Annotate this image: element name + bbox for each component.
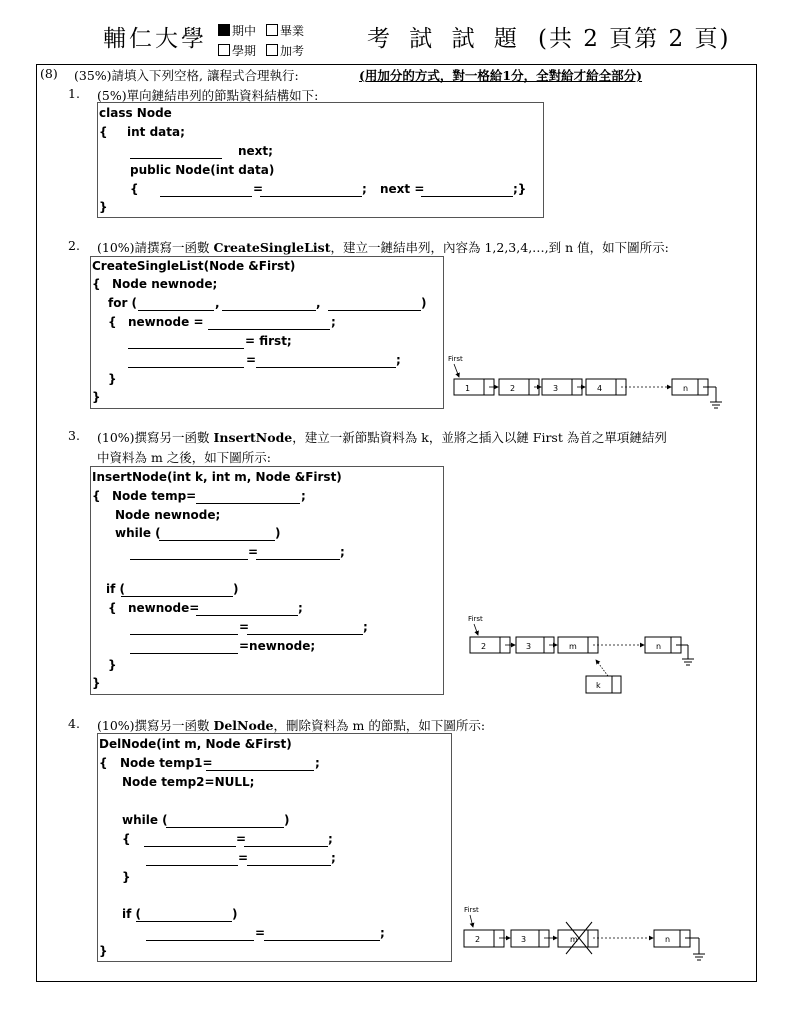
code-line: ; [340,545,345,559]
blank-field[interactable] [144,835,236,847]
code-line: class Node [99,106,172,120]
code-line: = first; [245,334,292,348]
option-midterm: 期中 [218,22,256,39]
checkbox-unchecked [266,44,278,56]
code-line: ) [275,526,281,540]
code-line: next = [380,182,425,196]
svg-text:n: n [665,935,671,944]
list-node [586,379,626,395]
code-line: newnode = [128,315,204,329]
svg-text:2: 2 [510,384,516,393]
code-line: { [122,832,131,846]
list-node [672,379,708,395]
question-intro: (35%)請填入下列空格, 讓程式合理執行: [74,68,299,83]
code-line: = [238,851,249,865]
blank-field[interactable] [130,642,238,654]
code-line: =newnode; [239,639,316,653]
code-line: Node temp= [112,489,197,503]
code-line: ) [421,296,427,310]
code-line: DelNode(int m, Node &First) [99,737,292,751]
svg-text:3: 3 [553,384,559,393]
code-line: ; [331,851,336,865]
code-line: CreateSingleList(Node &First) [92,259,296,273]
blank-field[interactable] [166,816,284,828]
linked-list-diagram-insert [462,612,707,696]
school-name: 輔仁大學 [103,26,207,52]
code-line: ; [380,926,385,940]
blank-field[interactable] [130,147,222,159]
code-line: Node temp1= [120,756,213,770]
blank-field[interactable] [244,835,328,847]
code-line: newnode= [128,601,200,615]
code-line: ) [284,813,290,827]
svg-text:3: 3 [526,642,532,651]
blank-field[interactable] [130,623,238,635]
list-node [511,930,549,947]
blank-field[interactable] [128,356,244,368]
code-line: next; [238,144,273,158]
code-line: , [316,296,321,310]
list-node [454,379,494,395]
code-line: if ( [122,907,141,921]
list-node [516,637,554,653]
part-number: 4. [68,716,80,731]
first-label: First [468,615,483,623]
null-ground-icon [676,645,694,665]
svg-text:2: 2 [481,642,487,651]
svg-text:m: m [570,935,578,944]
blank-field[interactable] [264,929,380,941]
code-line: ; [301,489,306,503]
option-graduate: 畢業 [266,22,304,39]
part-text-continued: 中資料為 m 之後，如下圖所示: [97,450,272,465]
blank-field[interactable] [247,623,363,635]
blank-field[interactable] [247,854,331,866]
blank-field[interactable] [260,185,362,197]
list-node [464,930,504,947]
code-line: if ( [106,582,125,596]
list-node [645,637,681,653]
code-line: { [108,601,117,615]
page-indicator: (共 2 頁第 2 頁) [538,26,731,52]
code-line: ;} [513,182,527,196]
new-node-k [586,676,621,693]
function-name: CreateSingleList [213,240,331,255]
code-line: ; [396,353,401,367]
list-node [542,379,582,395]
code-line: = [253,182,264,196]
checkbox-unchecked [218,44,230,56]
list-node [558,637,598,653]
part-text: (5%)單向鏈結串列的節點資料結構如下: [97,88,319,103]
code-line: { [99,125,108,139]
code-line: Node temp2=NULL; [122,775,255,789]
blank-field[interactable] [208,318,330,330]
question-rule: (用加分的方式，對一格給1分，全對給才給全部分) [359,68,643,83]
code-line: ; [362,182,367,196]
deleted-node [558,922,598,954]
code-line: } [108,658,117,672]
blank-field[interactable] [222,299,316,311]
first-label: First [448,355,463,363]
blank-field[interactable] [130,548,248,560]
code-line: , [215,296,220,310]
svg-text:m: m [569,642,577,651]
blank-field[interactable] [196,604,298,616]
null-ground-icon [703,387,722,408]
blank-field[interactable] [136,910,232,922]
code-line: = [236,832,247,846]
function-name: InsertNode [213,430,293,445]
linked-list-diagram-delete [456,902,716,966]
part-text: (10%)請撰寫一函數 CreateSingleList，建立一鏈結串列，內容為 1,2,3,4,…,到 n 值，如下圖所示: [97,240,669,255]
part-number: 3. [68,428,80,443]
blank-field[interactable] [206,759,314,771]
code-line: { [99,756,108,770]
blank-field[interactable] [196,492,300,504]
list-node [654,930,690,947]
blank-field[interactable] [128,337,244,349]
checkbox-checked [218,24,230,36]
part-text: (10%)撰寫另一函數 InsertNode，建立一新節點資料為 k，並將之插入以鏈 First 為首之單項鏈結列 [97,430,667,445]
null-ground-icon [685,938,705,960]
blank-field[interactable] [421,185,513,197]
checkbox-unchecked [266,24,278,36]
option-makeup: 加考 [266,42,304,59]
exam-title: 考 試 試 題 [367,26,523,52]
code-line: = [246,353,257,367]
code-line: { [130,182,139,196]
first-label: First [464,906,479,914]
code-line: { [108,315,117,329]
blank-field[interactable] [138,299,214,311]
svg-text:k: k [596,681,601,690]
code-line: ; [315,756,320,770]
code-line: } [122,870,131,884]
code-line: } [92,676,101,690]
list-node [499,379,539,395]
linked-list-diagram-create [445,352,735,414]
code-line: Node newnode; [112,277,218,291]
code-line: } [99,200,108,214]
blank-field[interactable] [256,548,340,560]
code-line: = [239,620,250,634]
code-line: while ( [122,813,168,827]
blank-field[interactable] [121,585,233,597]
code-line: { [92,277,101,291]
svg-text:n: n [683,384,689,393]
blank-field[interactable] [146,854,238,866]
part-number: 1. [68,86,80,101]
code-line: ) [233,582,239,596]
question-number: (8) [40,66,58,81]
part-text: (10%)撰寫另一函數 DelNode，刪除資料為 m 的節點，如下圖所示: [97,718,486,733]
blank-field[interactable] [256,356,396,368]
blank-field[interactable] [159,529,275,541]
code-line: } [108,372,117,386]
blank-field[interactable] [160,185,252,197]
blank-field[interactable] [328,299,421,311]
svg-text:3: 3 [521,935,527,944]
code-line: public Node(int data) [130,163,275,177]
code-line: } [99,944,108,958]
part-number: 2. [68,238,80,253]
code-line: ) [232,907,238,921]
svg-text:4: 4 [597,384,603,393]
code-line: } [92,390,101,404]
code-line: { [92,489,101,503]
code-line: ; [331,315,336,329]
code-line: = [248,545,259,559]
option-semester: 學期 [218,42,256,59]
code-line: ; [363,620,368,634]
code-line: ; [298,601,303,615]
svg-text:1: 1 [465,384,471,393]
code-line: InsertNode(int k, int m, Node &First) [92,470,342,484]
code-line: int data; [127,125,185,139]
svg-text:2: 2 [475,935,481,944]
blank-field[interactable] [146,929,254,941]
code-line: while ( [115,526,161,540]
code-line: = [255,926,266,940]
code-line: ; [328,832,333,846]
code-line: for ( [108,296,138,310]
code-line: Node newnode; [115,508,221,522]
list-node [470,637,510,653]
svg-text:n: n [656,642,662,651]
function-name: DelNode [213,718,274,733]
